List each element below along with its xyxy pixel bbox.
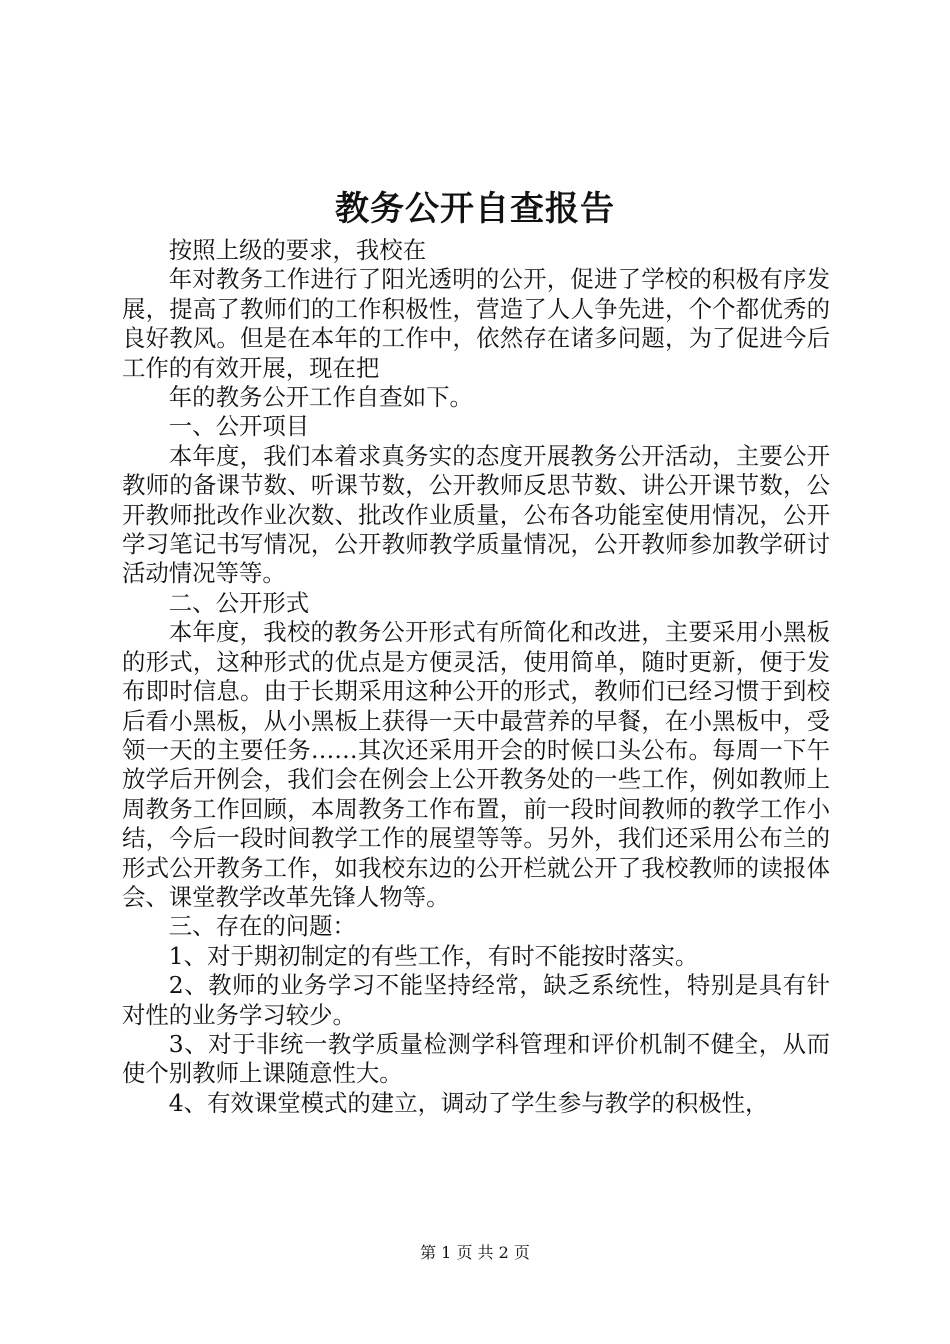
paragraph: 年的教务公开工作自查如下。 [168, 383, 473, 412]
paragraph: 年对教务工作进行了阳光透明的公开，促进了学校的积极有序发展，提高了教师们的工作积极性，营造了人人争先进，个个都优秀的良好教风。但是在本年的工作中，依然存在诸多问题，为了促进今后工作的有效开展，现在把 [122, 265, 830, 382]
section-heading: 二、公开形式 [168, 588, 310, 617]
paragraph: 本年度，我们本着求真务实的态度开展教务公开活动，主要公开教师的备课节数、听课节数，公开教师反思节数、讲公开课节数，公开教师批改作业次数、批改作业质量，公布各功能室使用情况，公开学习笔记书写情况，公开教师教学质量情况，公开教师参加教学研讨活动情况等等。 [122, 441, 830, 588]
list-item: 4、有效课堂模式的建立，调动了学生参与教学的积极性， [168, 1088, 769, 1117]
list-item: 2、教师的业务学习不能坚持经常，缺乏系统性，特别是具有针对性的业务学习较少。 [122, 971, 830, 1029]
section-heading: 三、存在的问题： [168, 912, 356, 941]
document-body [122, 236, 830, 1118]
paragraph: 本年度，我校的教务公开形式有所简化和改进，主要采用小黑板的形式，这种形式的优点是方便灵活，使用简单，随时更新，便于发布即时信息。由于长期采用这种公开的形式，教师们已经习惯于到校后看小黑板，从小黑板上获得一天中最营养的早餐，在小黑板中，受领一天的主要任务……其次还采用开会的时候口头公布。每周一下午放学后开例会，我们会在例会上公开教务处的一些工作，例如教师上周教务工作回顾，本周教务工作布置，前一段时间教师的教学工作小结，今后一段时间教学工作的展望等等。另外，我们还采用公布兰的形式公开教务工作，如我校东边的公开栏就公开了我校教师的读报体会、课堂教学改革先锋人物等。 [122, 618, 830, 911]
paragraph: 按照上级的要求，我校在 [168, 236, 427, 264]
list-item: 1、对于期初制定的有些工作，有时不能按时落实。 [168, 941, 699, 970]
section-heading: 一、公开项目 [168, 412, 310, 441]
page-footer: 第 1 页 共 2 页 [420, 1243, 530, 1262]
list-item: 3、对于非统一教学质量检测学科管理和评价机制不健全，从而使个别教师上课随意性大。 [122, 1029, 830, 1088]
document-title: 教务公开自查报告 [335, 189, 615, 229]
